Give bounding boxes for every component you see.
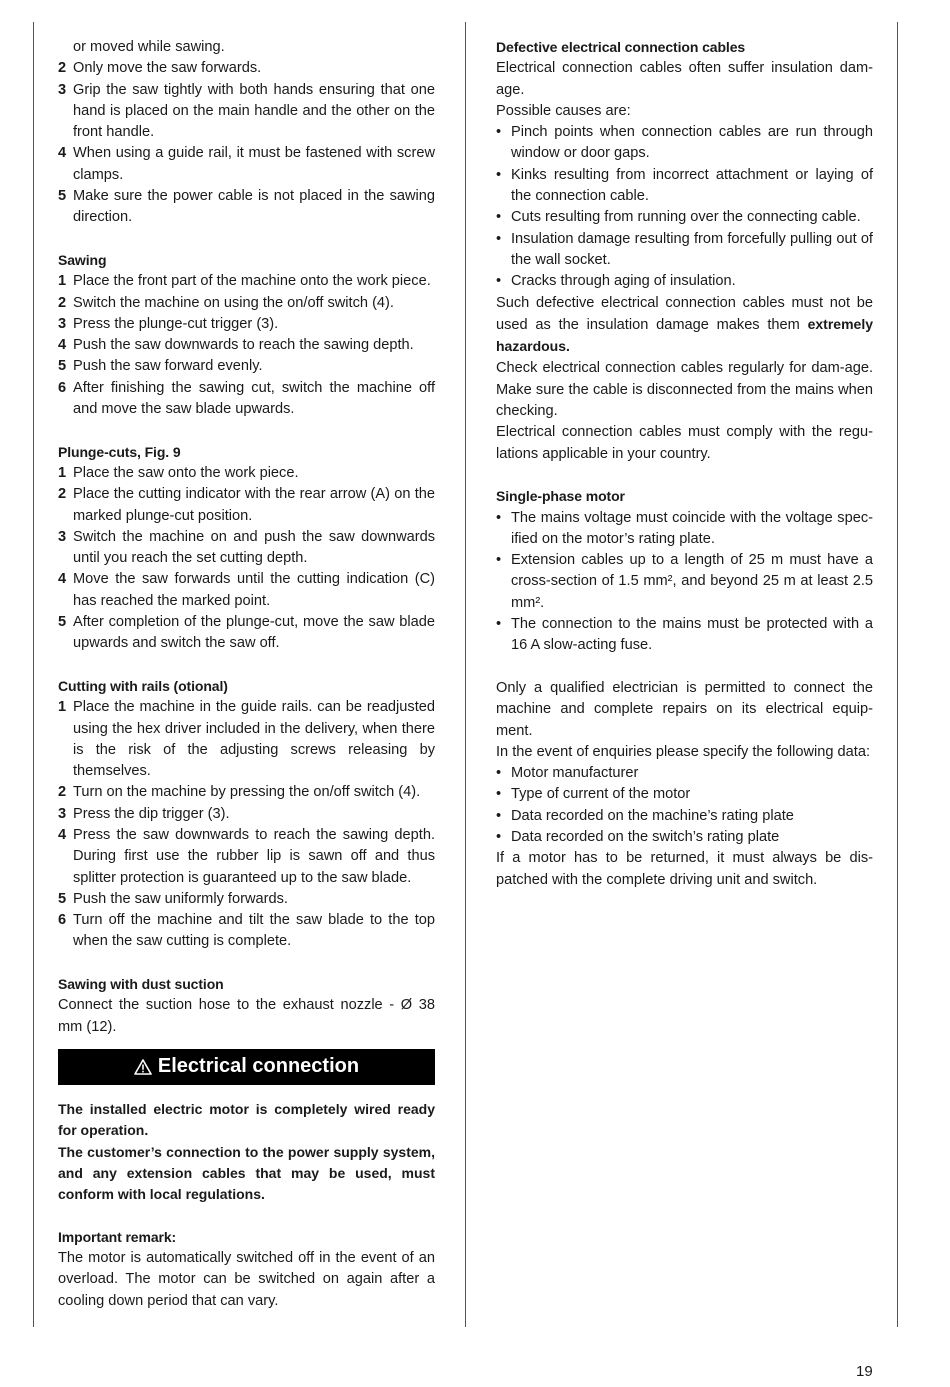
list-item [496,271,873,292]
rails-heading: Cutting with rails (otional) [58,677,228,694]
item-text: Press the dip trigger (3). [73,805,230,822]
bullet-icon: • [496,552,502,569]
sawing-heading: Sawing [58,251,107,268]
list-item [58,271,435,292]
causes-label: Possible causes are: [496,102,631,119]
defective-intro: Electrical connection cables often suffer insulation dam-age. [496,60,873,98]
item-text: After finishing the sawing cut, switch the machine off and move the saw blade upwards. [73,379,435,418]
list-item [496,806,873,827]
item-number: 5 [58,890,67,907]
list-item [496,827,873,848]
enquiries-text: In the event of enquiries please specify the following data: [496,743,871,760]
list-item [58,804,435,825]
defective-warning [496,293,873,359]
item-text: Extension cables up to a length of 25 m must have a cross-section of 1.5 mm², and beyond 25 m at least 2.5 mm². [511,552,873,611]
remark-heading: Important remark: [58,1228,177,1245]
bullet-icon: • [496,509,502,526]
bullet-icon: • [496,124,502,141]
list-item [58,356,435,377]
list-item [58,80,435,144]
item-number: 2 [58,486,67,503]
list-item [496,614,873,657]
plunge-list [58,463,435,655]
item-text: The mains voltage must coincide with the voltage spec-ified on the motor’s rating plate. [511,509,873,547]
list-item [58,910,435,953]
bullet-icon: • [496,209,502,226]
bullet-icon: • [496,230,502,247]
list-item [58,527,435,570]
warning-emphasis: extremely hazardous. [496,315,873,355]
bullet-icon: • [496,273,502,290]
list-item [58,889,435,910]
data-list [496,763,873,848]
item-number: 2 [58,60,67,77]
motor-heading: Single-phase motor [496,488,625,505]
list-continuation: or moved while sawing. [73,39,225,55]
item-number: 6 [58,912,67,929]
elec-note-1: The installed electric motor is completely wired ready for operation. [58,1100,435,1139]
elec-note-2: The customer’s connection to the power supply system, and any extension cables that may be used, must conform with local regulations. [58,1143,435,1203]
item-text: Data recorded on the switch’s rating plate [511,828,780,845]
list-item [496,508,873,551]
dust-text: Connect the suction hose to the exhaust nozzle - Ø 38 mm (12). [58,997,435,1035]
item-number: 3 [58,805,67,822]
item-text: Data recorded on the machine’s rating plate [511,807,794,824]
item-text: Pinch points when connection cables are run through window or door gaps. [511,124,873,162]
bullet-icon: • [496,616,502,633]
item-number: 4 [58,571,67,588]
list-item [58,186,435,229]
defective-heading: Defective electrical connection cables [496,39,746,55]
rails-list [58,697,435,953]
list-item [58,782,435,803]
dust-heading: Sawing with dust suction [58,976,224,993]
bullet-icon: • [496,166,502,183]
item-number: 1 [58,699,67,716]
item-text: Push the saw downwards to reach the sawing depth. [73,337,414,354]
list-item [58,378,435,421]
list-item [58,463,435,484]
item-number: 4 [58,337,67,354]
plunge-heading: Plunge-cuts, Fig. 9 [58,443,181,460]
item-number: 4 [58,145,67,162]
item-text: Make sure the power cable is not placed in the sawing direction. [73,188,435,226]
item-number: 5 [58,614,67,631]
warning-triangle-icon [134,1059,152,1075]
returned-text: If a motor has to be returned, it must always be dis-patched with the complete driving unit and switch. [496,850,873,888]
item-text: After completion of the plunge-cut, move the saw blade upwards and switch the saw off. [73,614,435,652]
list-item [58,58,435,79]
check-text: Check electrical connection cables regularly for dam-age. Make sure the cable is disconnected from the mains when checking. [496,360,873,420]
item-number: 4 [58,826,67,843]
list-item [496,550,873,614]
causes-list [496,122,873,292]
list-item [58,314,435,335]
item-text: Motor manufacturer [511,765,639,782]
item-number: 5 [58,358,67,375]
list-item [496,763,873,784]
item-number: 2 [58,294,67,311]
item-text: Place the machine in the guide rails. can be readjusted using the hex driver included in the delivery, when there is the risk of the adjusting screws releasing by themselves. [73,699,435,780]
item-text: The connection to the mains must be protected with a 16 A slow-acting fuse. [511,616,873,654]
list-item [496,207,873,228]
bullet-icon: • [496,828,502,845]
item-text: Place the saw onto the work piece. [73,464,299,481]
item-text: Switch the machine on and push the saw downwards until you reach the set cutting depth. [73,528,435,567]
left-margin-rule [33,22,34,1327]
item-text: Press the plunge-cut trigger (3). [73,315,279,332]
remark-text: The motor is automatically switched off in the event of an overload. The motor can be switched on again after a cooling down period that can vary. [58,1250,435,1309]
column-divider [465,22,466,1327]
item-text: Type of current of the motor [511,786,691,803]
item-text: Place the cutting indicator with the rear arrow (A) on the marked plunge-cut position. [73,486,435,524]
banner-title: Electrical connection [157,1055,360,1078]
list-item [58,612,435,655]
right-margin-rule [897,22,898,1327]
list-item [496,165,873,208]
item-number: 3 [58,528,67,545]
item-text: When using a guide rail, it must be fastened with screw clamps. [73,145,435,183]
qualified-text: Only a qualified electrician is permitted to connect the machine and complete repairs on its electrical equip-ment. [496,679,873,739]
list-item [58,484,435,527]
item-number: 3 [58,81,67,98]
item-text: Cuts resulting from running over the connecting cable. [511,209,861,226]
comply-text: Electrical connection cables must comply with the regu-lations applicable in your country. [496,424,873,462]
bullet-icon: • [496,807,502,824]
list-item [58,335,435,356]
list-item [58,569,435,612]
item-number: 1 [58,464,67,481]
item-number: 6 [58,379,67,396]
item-text: Place the front part of the machine onto the work piece. [73,273,431,290]
sawing-list [58,271,435,420]
right-column [496,37,873,891]
bullet-icon: • [496,765,502,782]
item-text: Kinks resulting from incorrect attachment or laying of the connection cable. [511,166,873,205]
warning-text: Such defective electrical connection cables must not be used as the insulation damage makes them [496,294,873,333]
item-number: 2 [58,784,67,801]
section-banner [58,1049,435,1085]
item-text: Turn on the machine by pressing the on/off switch (4). [73,784,421,801]
item-text: Cracks through aging of insulation. [511,273,736,290]
list-item [496,229,873,272]
intro-list [58,58,435,228]
list-item [58,143,435,186]
item-text: Move the saw forwards until the cutting indication (C) has reached the marked point. [73,571,435,609]
page-number: 19 [856,1363,873,1380]
item-text: Push the saw forward evenly. [73,358,263,375]
list-item [58,697,435,782]
item-number: 5 [58,188,67,205]
list-item [58,825,435,889]
list-item [496,784,873,805]
item-text: Switch the machine on using the on/off switch (4). [73,294,394,311]
list-item [496,122,873,165]
list-item [58,293,435,314]
item-text: Insulation damage resulting from forcefully pulling out of the wall socket. [511,230,873,268]
item-text: Only move the saw forwards. [73,60,262,77]
item-text: Turn off the machine and tilt the saw blade to the top when the saw cutting is complete. [73,912,435,950]
item-number: 3 [58,315,67,332]
item-number: 1 [58,273,67,290]
item-text: Push the saw uniformly forwards. [73,890,288,907]
motor-list [496,508,873,657]
item-text: Press the saw downwards to reach the sawing depth. During first use the rubber lip is sawn off and thus splitter protection is guaranteed up to the saw blade. [73,826,435,886]
item-text: Grip the saw tightly with both hands ensuring that one hand is placed on the main handle and the other on the front handle. [73,81,435,141]
bullet-icon: • [496,786,502,803]
left-column [58,37,435,1312]
